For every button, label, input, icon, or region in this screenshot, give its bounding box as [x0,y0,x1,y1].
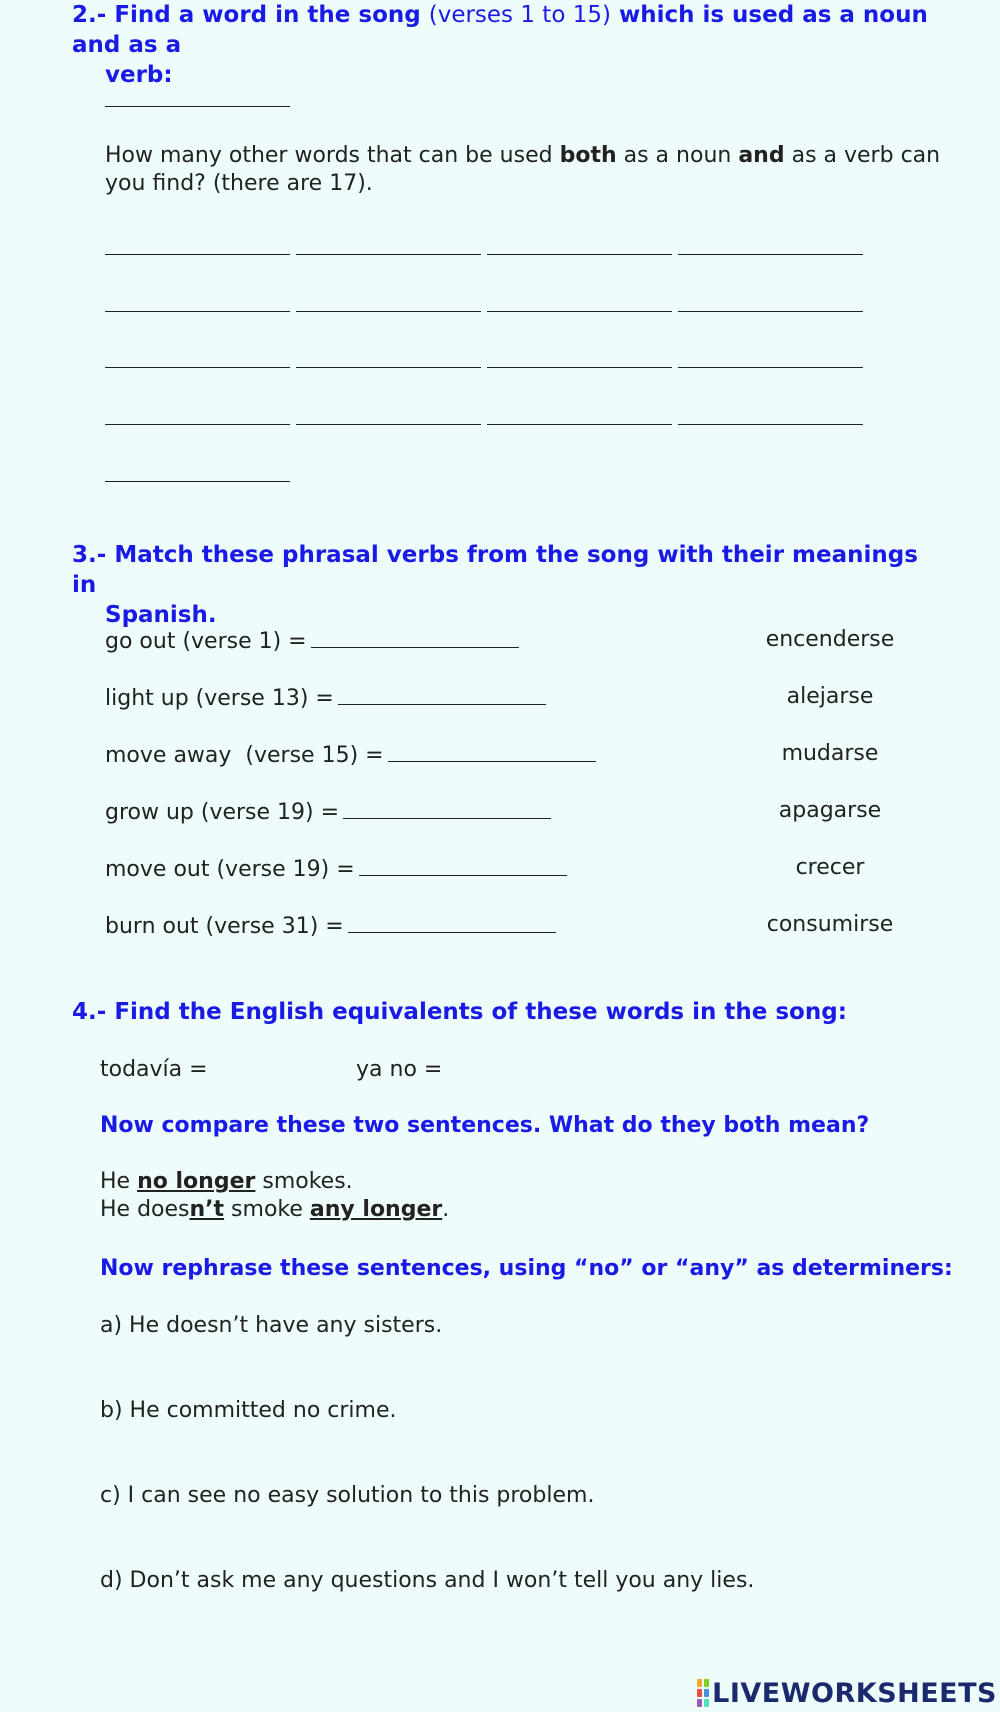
answer-blank[interactable] [678,367,863,368]
phrasal-verb-label: move away (verse 15) = [105,743,384,768]
answer-blank[interactable] [678,254,863,255]
q3-number: 3.- [72,542,107,568]
sentence2-underlined-any-longer: any longer [309,1197,443,1222]
phrasal-verb-row [105,798,910,828]
todavia-answer-field[interactable] [205,1062,345,1088]
logo-square [697,1699,702,1707]
rephrase-answer-a[interactable] [100,1345,900,1385]
rephrase-sentence-c: c) I can see no easy solution to this problem. [100,1483,595,1508]
logo-square [697,1689,702,1697]
q4-title [72,997,932,1027]
ya-no-answer-field[interactable] [443,1062,603,1088]
spanish-meaning: mudarse [781,741,879,766]
phrasal-verb-blank[interactable] [388,741,596,762]
sentence1-part-b: smokes. [262,1169,353,1194]
phrasal-verb [105,912,556,939]
phrasal-verb-row [105,627,910,657]
phrasal-verb-blank[interactable] [359,855,567,876]
word-ya-no: ya no = [356,1057,443,1082]
logo-square [704,1679,709,1687]
rephrase-sentence-a: a) He doesn’t have any sisters. [100,1313,443,1338]
spanish-meaning: apagarse [778,798,882,823]
answer-blank[interactable] [678,311,863,312]
phrasal-verb-blank[interactable] [343,798,551,819]
sentence2-part-b: smoke [231,1197,303,1222]
phrasal-verb-label: light up (verse 13) = [105,686,334,711]
sentence2-underlined-nt: n’t [189,1197,225,1222]
answer-blank[interactable] [487,367,672,368]
spanish-meaning: alejarse [786,684,874,709]
q2-title-line2: verb: [105,62,173,88]
q2-question-and: and [738,143,785,168]
logo-square [697,1679,702,1687]
logo-square [704,1689,709,1697]
answer-blank[interactable] [487,311,672,312]
sentence2-part-a: He does [100,1197,190,1222]
q2-question-part-a: How many other words that can be used [105,143,553,168]
q2-title [72,0,932,90]
phrasal-verb-blank[interactable] [338,684,546,705]
sentence1-underlined: no longer [137,1169,256,1194]
answer-blank[interactable] [105,424,290,425]
answer-blank[interactable] [296,367,481,368]
spanish-meaning: consumirse [766,912,894,937]
compare-title: Now compare these two sentences. What do they both mean? [100,1113,870,1138]
phrasal-verb [105,798,551,825]
phrasal-verb [105,684,546,711]
q2-question-part-c: as a verb can [791,143,941,168]
q2-number: 2.- [72,2,107,28]
q4-number: 4.- [72,999,107,1025]
q4-title-text: Find the English equivalents of these words in the song: [114,999,847,1025]
sentence1-part-a: He [100,1169,131,1194]
phrasal-verb [105,627,519,654]
answer-blank[interactable] [296,424,481,425]
answer-blank[interactable] [487,254,672,255]
example-sentences [100,1168,449,1224]
q2-answer-blank[interactable] [105,106,290,107]
phrasal-verb-label: grow up (verse 19) = [105,800,340,825]
answer-blank[interactable] [296,311,481,312]
rephrase-sentence-d: d) Don’t ask me any questions and I won’t tell you any lies. [100,1568,755,1593]
word-todavia: todavía = [100,1057,208,1082]
q3-title [72,540,932,630]
q2-title-part-b: which is used as a noun and as a [72,2,928,58]
rephrase-title: Now rephrase these sentences, using “no” or “any” as determiners: [100,1256,953,1281]
answer-blank[interactable] [296,254,481,255]
spanish-meaning: crecer [795,855,865,880]
q2-title-part-a: Find a word in the song [114,2,421,28]
q2-question [105,142,965,198]
logo-square [704,1699,709,1707]
q2-title-verses: (verses 1 to 15) [428,2,611,28]
answer-blank[interactable] [487,424,672,425]
phrasal-verb-label: go out (verse 1) = [105,629,307,654]
phrasal-verb-row [105,855,910,885]
q2-question-part-b: as a noun [623,143,732,168]
phrasal-verb-label: move out (verse 19) = [105,857,355,882]
rephrase-sentence-b: b) He committed no crime. [100,1398,397,1423]
answer-blank[interactable] [105,254,290,255]
rephrase-answer-b[interactable] [100,1430,900,1470]
q2-question-line2: you find? (there are 17). [105,171,373,196]
phrasal-verb-row [105,912,910,942]
rephrase-answer-c[interactable] [100,1515,900,1555]
logo-text: LIVEWORKSHEETS [712,1677,997,1709]
rephrase-answer-d[interactable] [100,1600,900,1640]
phrasal-verb-row [105,741,910,771]
liveworksheets-logo[interactable] [697,1677,997,1709]
q3-title-line2: Spanish. [105,602,217,628]
answer-blank[interactable] [678,424,863,425]
spanish-meaning: encenderse [765,627,895,652]
answer-blank[interactable] [105,481,290,482]
phrasal-verb [105,855,567,882]
phrasal-verb-row [105,684,910,714]
phrasal-verb-blank[interactable] [348,912,556,933]
phrasal-verb-blank[interactable] [311,627,519,648]
answer-blank[interactable] [105,367,290,368]
q3-title-line1: Match these phrasal verbs from the song with their meanings in [72,542,918,598]
answer-blank[interactable] [105,311,290,312]
sentence2-period: . [442,1197,450,1222]
phrasal-verb [105,741,596,768]
logo-mark-icon [697,1679,709,1707]
q2-question-both: both [559,143,617,168]
phrasal-verb-label: burn out (verse 31) = [105,914,344,939]
